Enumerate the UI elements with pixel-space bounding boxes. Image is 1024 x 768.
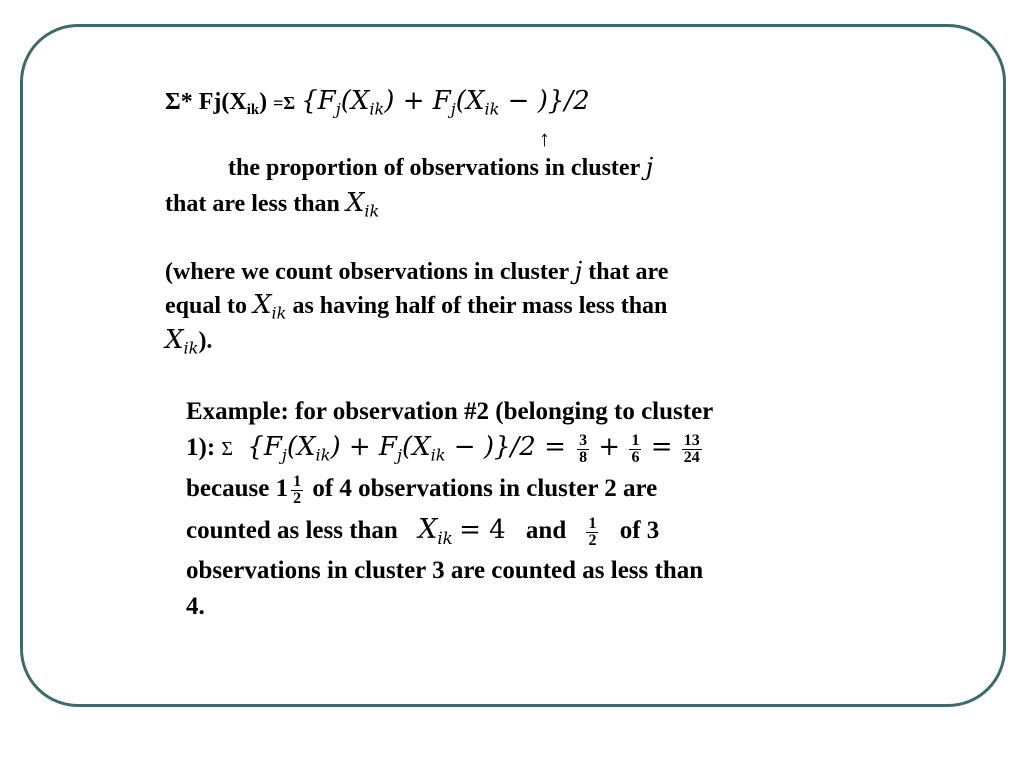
- equals-sigma: =Σ: [273, 93, 296, 113]
- example-line-4: counted as less than $X_{ik} = 4$ and $\frac{1}{2}$ of 3: [186, 514, 660, 549]
- lhs-function: $Fj(X_{ik})$: [198, 89, 268, 119]
- note-line-2: equal to $X_{ik}$ as having half of their mass less than: [165, 290, 668, 323]
- fraction-13-24: $\frac{13}{24}$: [683, 431, 700, 466]
- fraction-half: $\frac{1}{2}$: [293, 473, 302, 507]
- example-line-6: 4.: [186, 593, 205, 620]
- fraction-3-8: $\frac{3}{8}$: [579, 431, 588, 466]
- description-line-2: that are less than $X_{ik}$: [165, 188, 380, 221]
- example-line-5: observations in cluster 3 are counted as less than: [186, 557, 704, 584]
- lhs-sigma: Σ*: [165, 89, 193, 115]
- example-line-2: 1): Σ $\{F_j(X_{ik}) + F_j(X_{ik} - )\}/2$ = $\frac{3}{8}$ + $\frac{1}{6}$ = $\frac{13}{24}$: [186, 431, 700, 466]
- var-j: j: [645, 153, 654, 181]
- slide-frame: [20, 24, 1006, 707]
- rhs-expression: $\{F_j(X_{ik}) + F_j(X_{ik} - )\}/2$: [301, 86, 590, 119]
- example-line-1: Example: for observation #2 (belonging to cluster: [186, 398, 714, 425]
- example-line-3: because 1 $\frac{1}{2}$ of 4 observations in cluster 2 are: [186, 473, 658, 507]
- description-line-1: the proportion of observations in cluster j: [228, 153, 654, 181]
- note-line-1: (where we count observations in cluster j that are: [165, 257, 669, 285]
- var-xik: $X_{ik}$: [345, 188, 380, 221]
- up-arrow: ↑: [539, 126, 550, 151]
- fraction-half-2: $\frac{1}{2}$: [588, 514, 597, 549]
- fraction-1-6: $\frac{1}{6}$: [631, 431, 640, 466]
- note-line-3: $X_{ik}$).: [165, 325, 213, 358]
- main-formula: [165, 86, 590, 119]
